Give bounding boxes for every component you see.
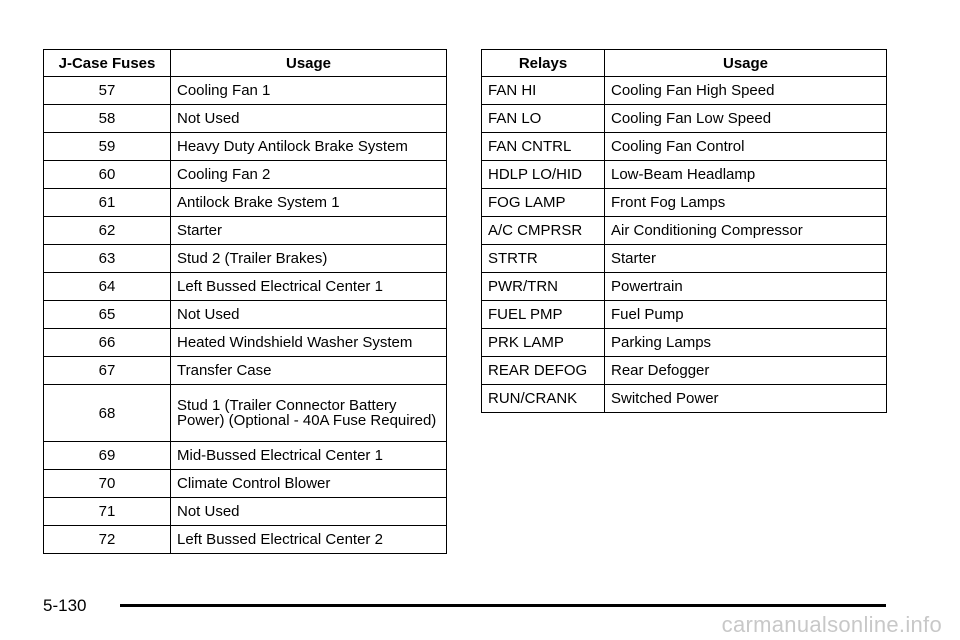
relay-usage: Cooling Fan Control [605, 133, 887, 161]
fuse-usage: Stud 1 (Trailer Connector Battery Power) (Optional - 40A Fuse Required) [171, 385, 447, 442]
table-row [482, 301, 887, 329]
relay-usage: Cooling Fan High Speed [605, 77, 887, 105]
fuse-number: 57 [44, 77, 171, 105]
fuse-number: 68 [44, 385, 171, 442]
fuse-number: 65 [44, 301, 171, 329]
table-row [44, 470, 447, 498]
fuse-number: 70 [44, 470, 171, 498]
table-row [44, 133, 447, 161]
table-row [44, 385, 447, 442]
column-header: Relays [482, 50, 605, 77]
relay-usage: Switched Power [605, 385, 887, 413]
fuse-usage: Antilock Brake System 1 [171, 189, 447, 217]
table-row [44, 273, 447, 301]
fuse-usage: Not Used [171, 301, 447, 329]
relay-name: REAR DEFOG [482, 357, 605, 385]
table-row [482, 245, 887, 273]
table-row [482, 357, 887, 385]
table-row [482, 133, 887, 161]
table-row [482, 77, 887, 105]
table-header-row [44, 50, 447, 77]
table-row [482, 161, 887, 189]
fuse-number: 59 [44, 133, 171, 161]
fuse-usage: Left Bussed Electrical Center 1 [171, 273, 447, 301]
table-row [482, 329, 887, 357]
relay-name: STRTR [482, 245, 605, 273]
fuse-number: 66 [44, 329, 171, 357]
column-header: J-Case Fuses [44, 50, 171, 77]
table-row [44, 526, 447, 554]
fuse-usage: Not Used [171, 498, 447, 526]
relay-name: PWR/TRN [482, 273, 605, 301]
table-row [482, 273, 887, 301]
column-header: Usage [171, 50, 447, 77]
fuse-number: 67 [44, 357, 171, 385]
table-row [44, 357, 447, 385]
page-number: 5-130 [43, 596, 87, 615]
relay-name: RUN/CRANK [482, 385, 605, 413]
relay-name: FAN HI [482, 77, 605, 105]
table-row [482, 105, 887, 133]
relay-name: FAN CNTRL [482, 133, 605, 161]
relay-usage: Starter [605, 245, 887, 273]
table-row [44, 245, 447, 273]
fuse-usage: Starter [171, 217, 447, 245]
relay-name: HDLP LO/HID [482, 161, 605, 189]
fuse-usage: Transfer Case [171, 357, 447, 385]
fuse-number: 64 [44, 273, 171, 301]
watermark-text: carmanualsonline.info [721, 612, 942, 637]
table-header-row [482, 50, 887, 77]
relay-usage: Parking Lamps [605, 329, 887, 357]
fuse-usage: Stud 2 (Trailer Brakes) [171, 245, 447, 273]
fuse-usage: Climate Control Blower [171, 470, 447, 498]
fuse-number: 72 [44, 526, 171, 554]
table-row [44, 105, 447, 133]
table-row [44, 77, 447, 105]
relay-name: FOG LAMP [482, 189, 605, 217]
fuse-number: 62 [44, 217, 171, 245]
table-row [44, 301, 447, 329]
table-row [44, 442, 447, 470]
relay-name: A/C CMPRSR [482, 217, 605, 245]
table-row [44, 217, 447, 245]
relay-name: FAN LO [482, 105, 605, 133]
table-row [44, 161, 447, 189]
fuse-number: 61 [44, 189, 171, 217]
fuse-usage: Heated Windshield Washer System [171, 329, 447, 357]
fuse-usage: Heavy Duty Antilock Brake System [171, 133, 447, 161]
table-row [482, 385, 887, 413]
footer-rule [120, 604, 886, 607]
table-row [44, 329, 447, 357]
table-row [482, 217, 887, 245]
fuse-usage: Cooling Fan 2 [171, 161, 447, 189]
fuse-number: 69 [44, 442, 171, 470]
fuse-number: 58 [44, 105, 171, 133]
table-row [44, 189, 447, 217]
fuse-number: 71 [44, 498, 171, 526]
fuse-usage: Not Used [171, 105, 447, 133]
relay-name: PRK LAMP [482, 329, 605, 357]
relays-table [481, 49, 887, 413]
relay-usage: Air Conditioning Compressor [605, 217, 887, 245]
fuse-number: 63 [44, 245, 171, 273]
fuse-usage: Mid-Bussed Electrical Center 1 [171, 442, 447, 470]
column-header: Usage [605, 50, 887, 77]
fuse-usage: Cooling Fan 1 [171, 77, 447, 105]
relay-usage: Low-Beam Headlamp [605, 161, 887, 189]
fuse-number: 60 [44, 161, 171, 189]
relay-usage: Fuel Pump [605, 301, 887, 329]
relay-usage: Cooling Fan Low Speed [605, 105, 887, 133]
relay-usage: Front Fog Lamps [605, 189, 887, 217]
table-row [482, 189, 887, 217]
relay-usage: Powertrain [605, 273, 887, 301]
fuse-usage: Left Bussed Electrical Center 2 [171, 526, 447, 554]
table-row [44, 498, 447, 526]
relay-name: FUEL PMP [482, 301, 605, 329]
jcase-fuses-table [43, 49, 447, 554]
relay-usage: Rear Defogger [605, 357, 887, 385]
